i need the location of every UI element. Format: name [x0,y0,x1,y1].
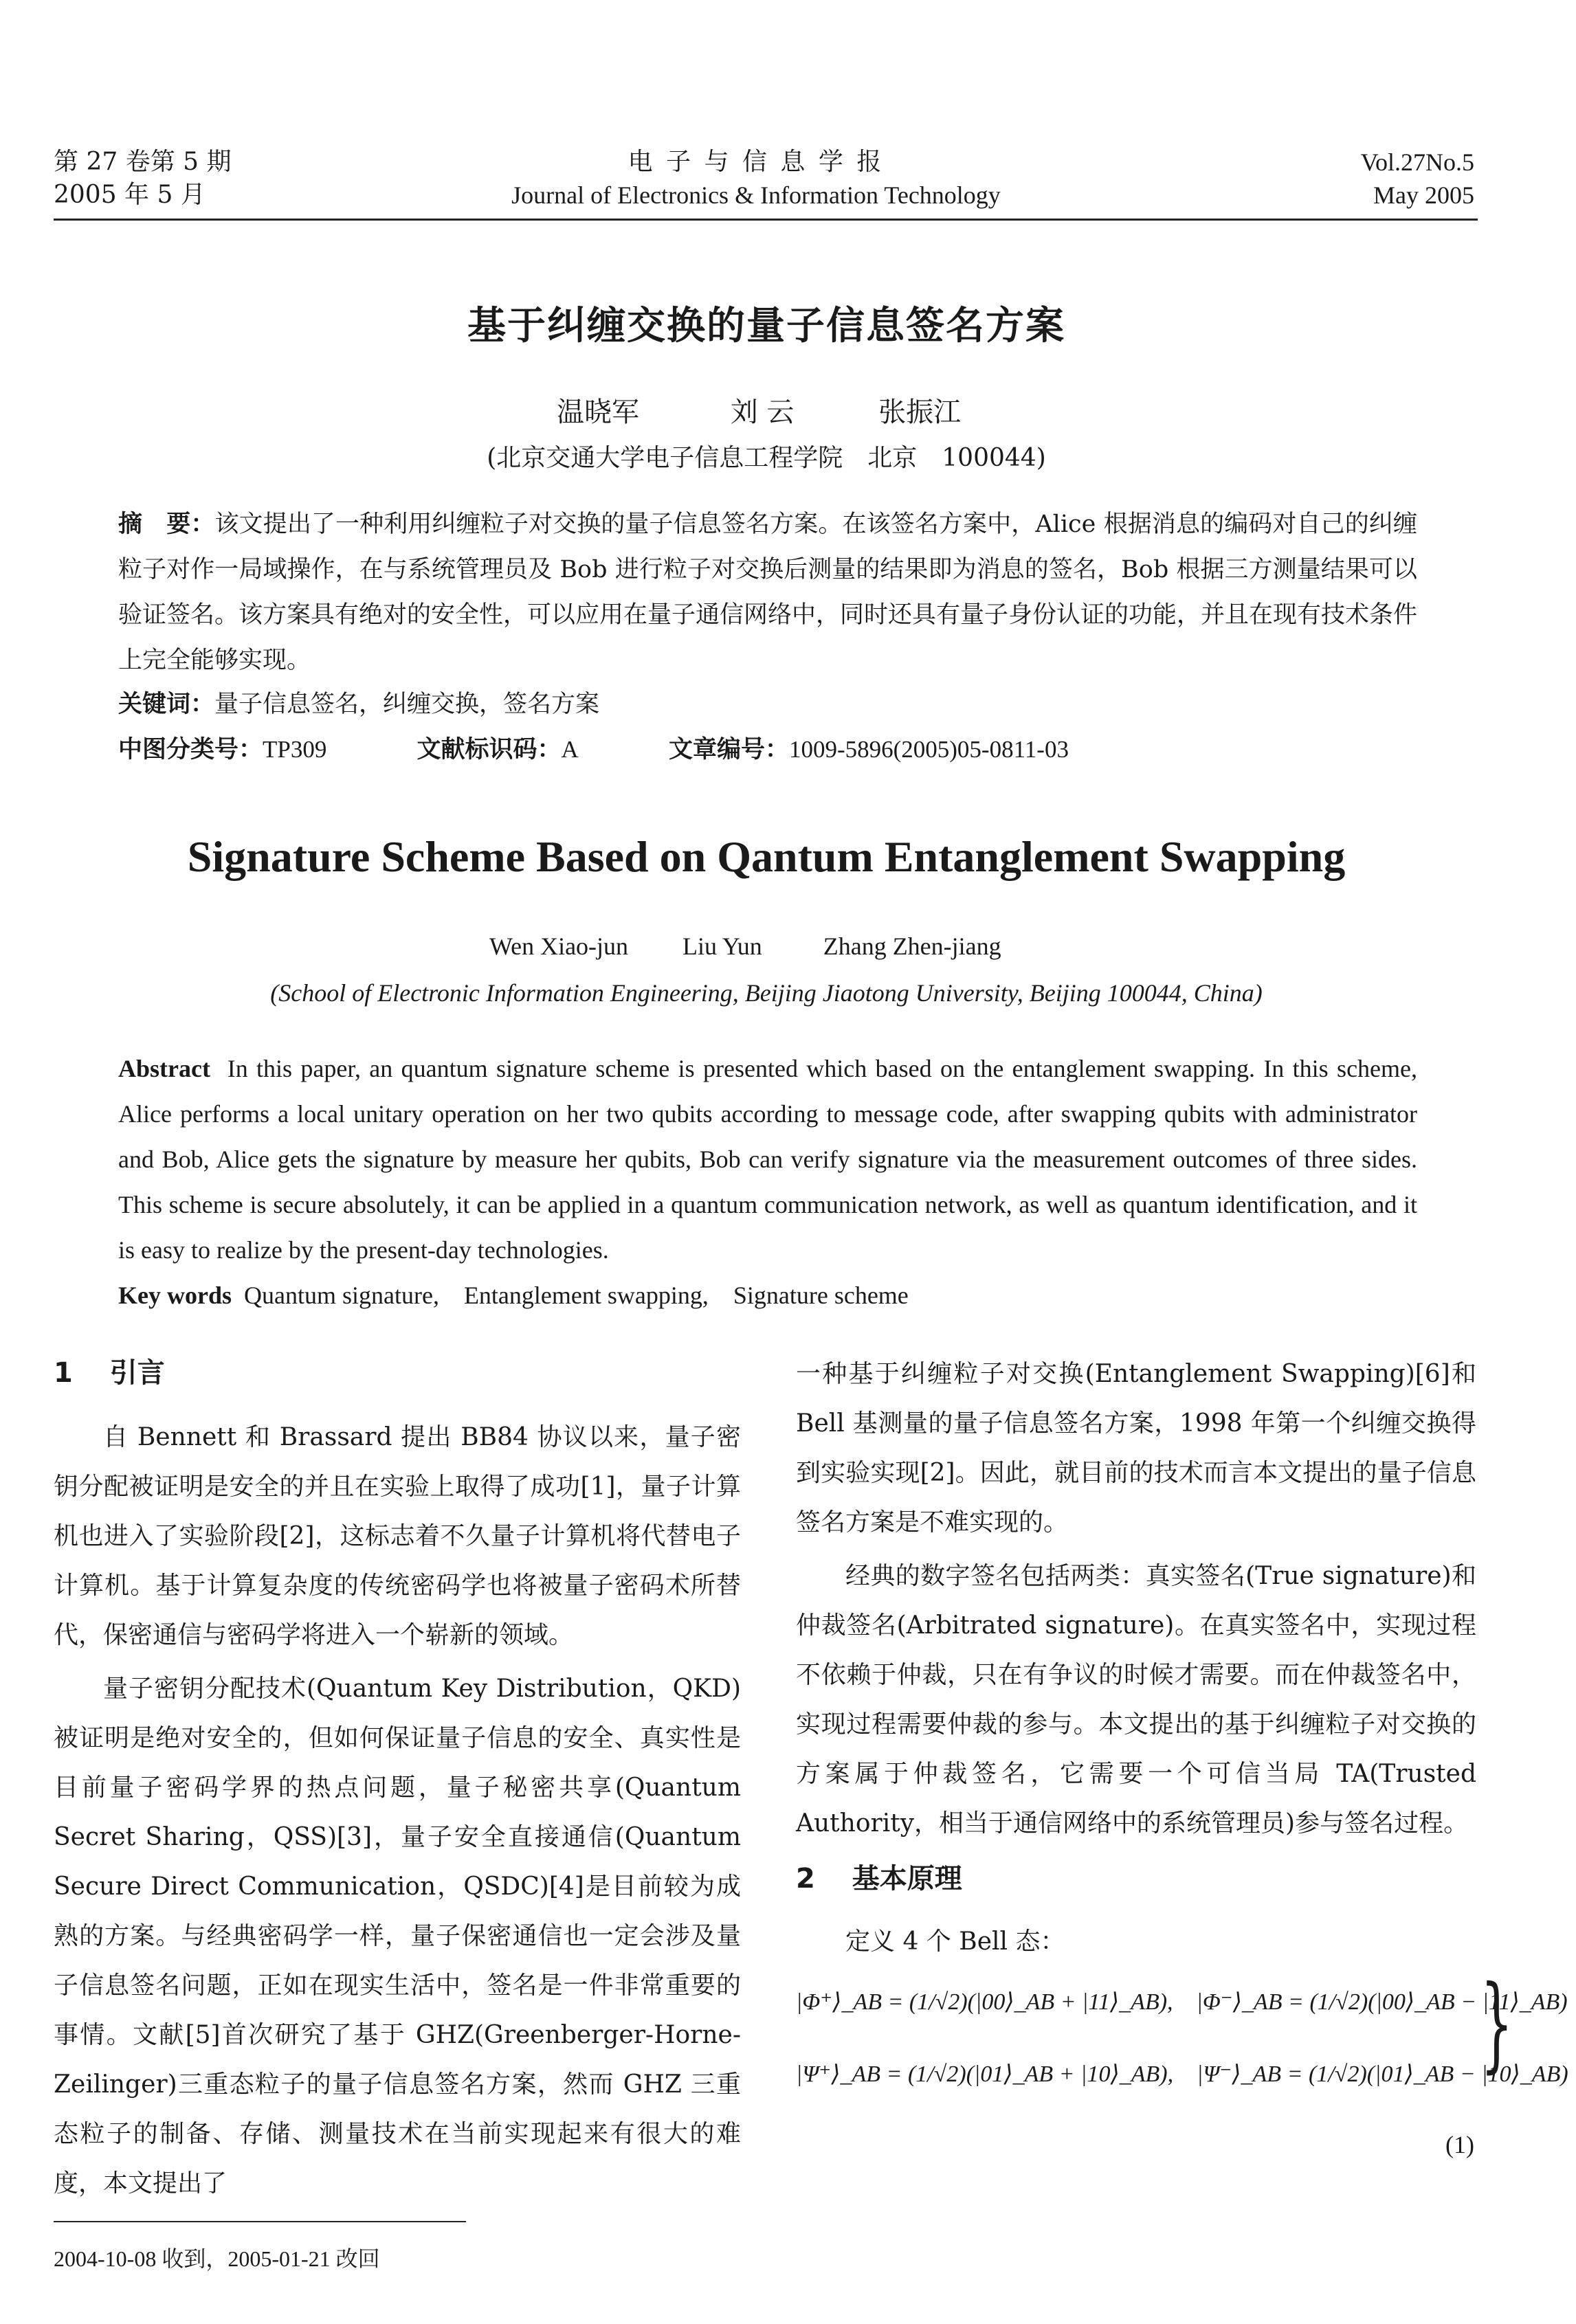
doc-code-label: 文献标识码： [417,736,562,763]
equation-number: (1) [1445,2131,1474,2158]
abstract-cn [118,502,1417,683]
clc-label: 中图分类号： [118,736,263,763]
section-1-title: 引言 [109,1357,165,1389]
equation-line-2: |Ψ⁺⟩_AB = (1/√2)(|01⟩_AB + |10⟩_AB), |Ψ⁻⟩_AB = (1/√2)(|01⟩_AB − |10⟩_AB) [796,2062,1568,2087]
classification-line [118,727,1417,772]
footnote-rule [54,2221,466,2222]
article-number-value: 1009-5896(2005)05-0811-03 [788,736,1069,763]
journal-name-cn: 电 子 与 信 息 学 报 [628,148,885,176]
affiliation-cn: (北京交通大学电子信息工程学院 北京 100044) [487,444,1046,472]
abstract-cn-label: 摘 要： [118,511,215,538]
affiliation-en: (School of Electronic Information Engineering, Beijing Jiaotong University, Beijing 100044, China) [270,979,1263,1007]
date-en: May 2005 [1373,181,1474,209]
keywords-cn-text: 量子信息签名，纠缠交换，签名方案 [214,691,600,718]
section-2-heading [796,1857,962,1896]
paper-title-cn: 基于纠缠交换的量子信息签名方案 [467,304,1065,348]
author-en-3: Zhang Zhen-jiang [823,932,1001,960]
abstract-en [118,1046,1417,1273]
footnote-received: 2004-10-08 收到，2005-01-21 改回 [54,2246,380,2271]
author-en-1: Wen Xiao-jun [489,932,629,960]
authors-cn [557,390,961,429]
equation-brace: } [1480,1964,1513,2083]
abstract-cn-text: 该文提出了一种利用纠缠粒子对交换的量子信息签名方案。在该签名方案中，Alice 根据消息的编码对自己的纠缠粒子对作一局域操作，在与系统管理员及 Bob 进行粒子对交换后测量的结果即为消息的签名，Bob 根据三方测量结果可以验证签名。该方案具有绝对的安全性，可以应用在量子通信网络中，同时还具有量子身份认证的功能，并且在现有技术条件上完全能够实现。 [118,511,1418,674]
section-2-number: 2 [796,1863,815,1895]
keywords-cn-label: 关键词： [118,691,215,718]
keywords-en-text: Quantum signature, Entanglement swapping, Signature scheme [244,1282,909,1309]
volume-en: Vol.27No.5 [1360,148,1474,176]
author-cn-2: 刘 云 [730,396,795,428]
volume-cn: 第 27 卷第 5 期 [54,148,232,176]
header-rule [54,219,1478,221]
abstract-en-text: In this paper, an quantum signature scheme is presented which based on the entanglement swapping. In this scheme, Alice performs a local unitary operation on her two qubits according to message code, after swapping qubits with administrator and Bob, Alice gets the signature by measure her qubits, Bob can verify signature via the measurement outcomes of three sides. This scheme is secure absolutely, it can be applied in a quantum communication network, as well as quantum identification, and it is easy to realize by the present-day technologies. [118,1055,1418,1264]
author-cn-3: 张振江 [878,396,962,428]
doc-code-value: A [561,736,579,763]
clc-value: TP309 [263,736,327,763]
author-cn-1: 温晓军 [557,396,639,428]
bell-intro: 定义 4 个 Bell 态： [845,1928,1065,1956]
paper-title-en: Signature Scheme Based on Qantum Entanglement Swapping [187,832,1346,881]
journal-name-en: Journal of Electronics & Information Technology [511,181,1001,209]
left-column [54,1413,741,2209]
date-cn: 2005 年 5 月 [54,181,206,209]
article-number-label: 文章编号： [668,736,789,763]
authors-en [489,932,1001,961]
section-2-title: 基本原理 [852,1863,962,1895]
author-en-2: Liu Yun [682,932,762,960]
keywords-cn [118,682,1417,727]
right-column [796,1350,1476,1848]
abstract-en-label: Abstract [118,1055,210,1082]
equation-line-1: |Φ⁺⟩_AB = (1/√2)(|00⟩_AB + |11⟩_AB), |Φ⁻⟩_AB = (1/√2)(|00⟩_AB − |11⟩_AB) [796,1989,1568,2015]
paragraph-4: 经典的数字签名包括两类：真实签名(True signature)和仲裁签名(Arbitrated signature)。在真实签名中，实现过程不依赖于仲裁，只在有争议的时候才需要。而在仲裁签名中，实现过程需要仲裁的参与。本文提出的基于纠缠粒子对交换的方案属于仲裁签名，它需要一个可信当局 TA(Trusted Authority，相当于通信网络中的系统管理员)参与签名过程。 [796,1562,1476,1837]
section-1-heading [54,1351,165,1390]
paragraph-3: 一种基于纠缠粒子对交换(Entanglement Swapping)[6]和 Bell 基测量的量子信息签名方案，1998 年第一个纠缠交换得到实验实现[2]。因此，就目前的技术而言本文提出的量子信息签名方案是不难实现的。 [796,1360,1476,1537]
keywords-en-label: Key words [118,1282,232,1309]
section-1-number: 1 [54,1357,73,1389]
keywords-en [118,1273,1417,1318]
paragraph-1: 自 Bennett 和 Brassard 提出 BB84 协议以来，量子密钥分配被证明是安全的并且在实验上取得了成功[1]，量子计算机也进入了实验阶段[2]，这标志着不久量子计算机将代替电子计算机。基于计算复杂度的传统密码学也将被量子密码术所替代，保密通信与密码学将进入一个崭新的领域。 [54,1423,741,1649]
paragraph-2: 量子密钥分配技术(Quantum Key Distribution，QKD)被证明是绝对安全的，但如何保证量子信息的安全、真实性是目前量子密码学界的热点问题，量子秘密共享(Quantum Secret Sharing，QSS)[3]，量子安全直接通信(Quantum Secure Direct Communication，QSDC)[4]是目前较为成熟的方案。与经典密码学一样，量子保密通信也一定会涉及量子信息签名问题，正如在现实生活中，签名是一件非常重要的事情。文献[5]首次研究了基于 GHZ(Greenberger-Horne-Zeilinger)三重态粒子的量子信息签名方案，然而 GHZ 三重态粒子的制备、存储、测量技术在当前实现起来有很大的难度，本文提出了 [54,1675,741,2198]
